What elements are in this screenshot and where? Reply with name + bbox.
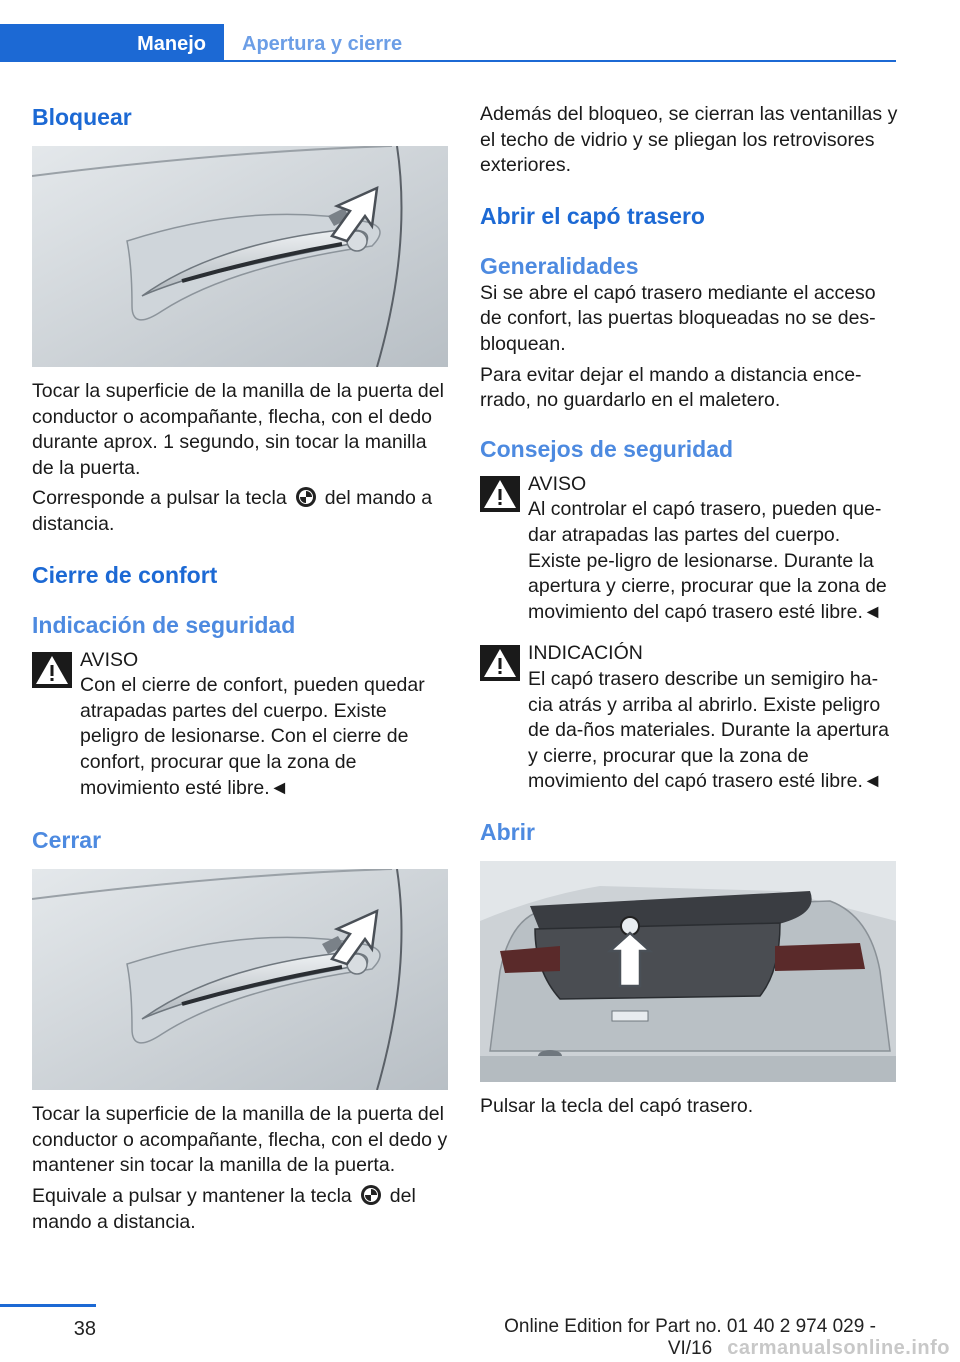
paragraph-cerrar-2-b: del mando a distancia. (32, 1184, 416, 1233)
heading-consejos-seguridad: Consejos de seguridad (480, 435, 734, 462)
warning-indicacion-capo (480, 641, 898, 795)
door-handle-close-image (32, 869, 448, 1090)
header-tab-manejo[interactable]: Manejo (137, 33, 206, 55)
warning-aviso-capo (480, 472, 898, 626)
lock-key-icon (360, 1184, 382, 1206)
heading-cierre-confort: Cierre de confort (32, 561, 218, 588)
page-header (0, 0, 960, 62)
warning-body (528, 497, 898, 625)
heading-cerrar: Cerrar (32, 827, 102, 854)
paragraph-abrir: Pulsar la tecla del capó trasero. (480, 1094, 754, 1117)
paragraph-bloquear-1: Tocar la superficie de la manilla de la puerta del conductor o acompañante, flecha, con el dedo durante aprox. 1 segundo, sin tocar la manilla de la puerta. (32, 380, 444, 479)
paragraph-cerrar-1: Tocar la superficie de la manilla de la puerta del conductor o acompañante, flecha, con el dedo y mantener sin tocar la manilla de la puerta. (32, 1103, 448, 1177)
paragraph-cerrar-2 (32, 1184, 450, 1235)
lock-key-icon (295, 486, 317, 508)
page-number: 38 (73, 1318, 96, 1340)
warning-body (80, 673, 450, 801)
warning-title: AVISO (80, 648, 139, 671)
heading-abrir: Abrir (480, 818, 535, 845)
right-column (480, 102, 898, 1119)
warning-triangle-icon (480, 476, 520, 512)
paragraph-intro: Además del bloqueo, se cierran las ventanillas y el techo de vidrio y se pliegan los retrovisores exteriores. (480, 103, 898, 177)
watermark: carmanualsonline.info (727, 1337, 950, 1359)
heading-bloquear: Bloquear (32, 104, 132, 130)
left-column (32, 96, 450, 1235)
warning-body-text: El capó trasero describe un semigiro ha‐cia atrás y arriba al abrirlo. Existe peligro de da‐ños materiales. Durante la apertura y cierre, procurar que la zona de movimiento del capó trasero esté libre.◄ (528, 667, 889, 793)
door-handle-lock-image (32, 146, 448, 367)
warning-title: AVISO (528, 472, 587, 495)
warning-body-text: Al controlar el capó trasero, pueden que‐dar atrapadas las partes del cuerpo. Existe pe‐ligro de lesionarse. Durante la apertura y cierre, procurar que la zona de movimiento del capó trasero esté libre.◄ (528, 498, 887, 623)
heading-indicacion-seguridad: Indicación de seguridad (32, 611, 296, 638)
footer-rule (0, 1304, 96, 1307)
trunk-open-image (480, 861, 896, 1082)
warning-body (528, 667, 898, 795)
paragraph-bloquear-2 (32, 486, 450, 537)
warning-aviso-confort (32, 648, 450, 802)
warning-body-text: Con el cierre de confort, pueden quedar atrapadas partes del cuerpo. Existe peligro de lesionarse. Con el cierre de confort, procurar que la zona de movimiento esté libre.◄ (80, 674, 425, 799)
paragraph-bloquear-2-a: Corresponde a pulsar la tecla (32, 487, 287, 510)
edition-text: Online Edition for Part no. 01 40 2 974 029 - VI/16 (504, 1316, 876, 1359)
paragraph-cerrar-2-a: Equivale a pulsar y mantener la tecla (32, 1184, 352, 1207)
header-tab-apertura[interactable]: Apertura y cierre (242, 33, 403, 55)
heading-abrir-capo: Abrir el capó trasero (480, 202, 705, 229)
warning-triangle-icon (480, 645, 520, 681)
warning-triangle-icon (32, 652, 72, 688)
header-rule (224, 60, 896, 62)
paragraph-bloquear-2-b: del mando a distancia. (32, 487, 433, 535)
paragraph-generalidades-2: Para evitar dejar el mando a distancia ence‐rrado, no guardarlo en el maletero. (480, 363, 862, 412)
paragraph-generalidades-1: Si se abre el capó trasero mediante el acceso de confort, las puertas bloqueadas no se des‐bloquean. (480, 281, 876, 355)
heading-generalidades: Generalidades (480, 252, 639, 279)
warning-title: INDICACIÓN (528, 642, 643, 665)
